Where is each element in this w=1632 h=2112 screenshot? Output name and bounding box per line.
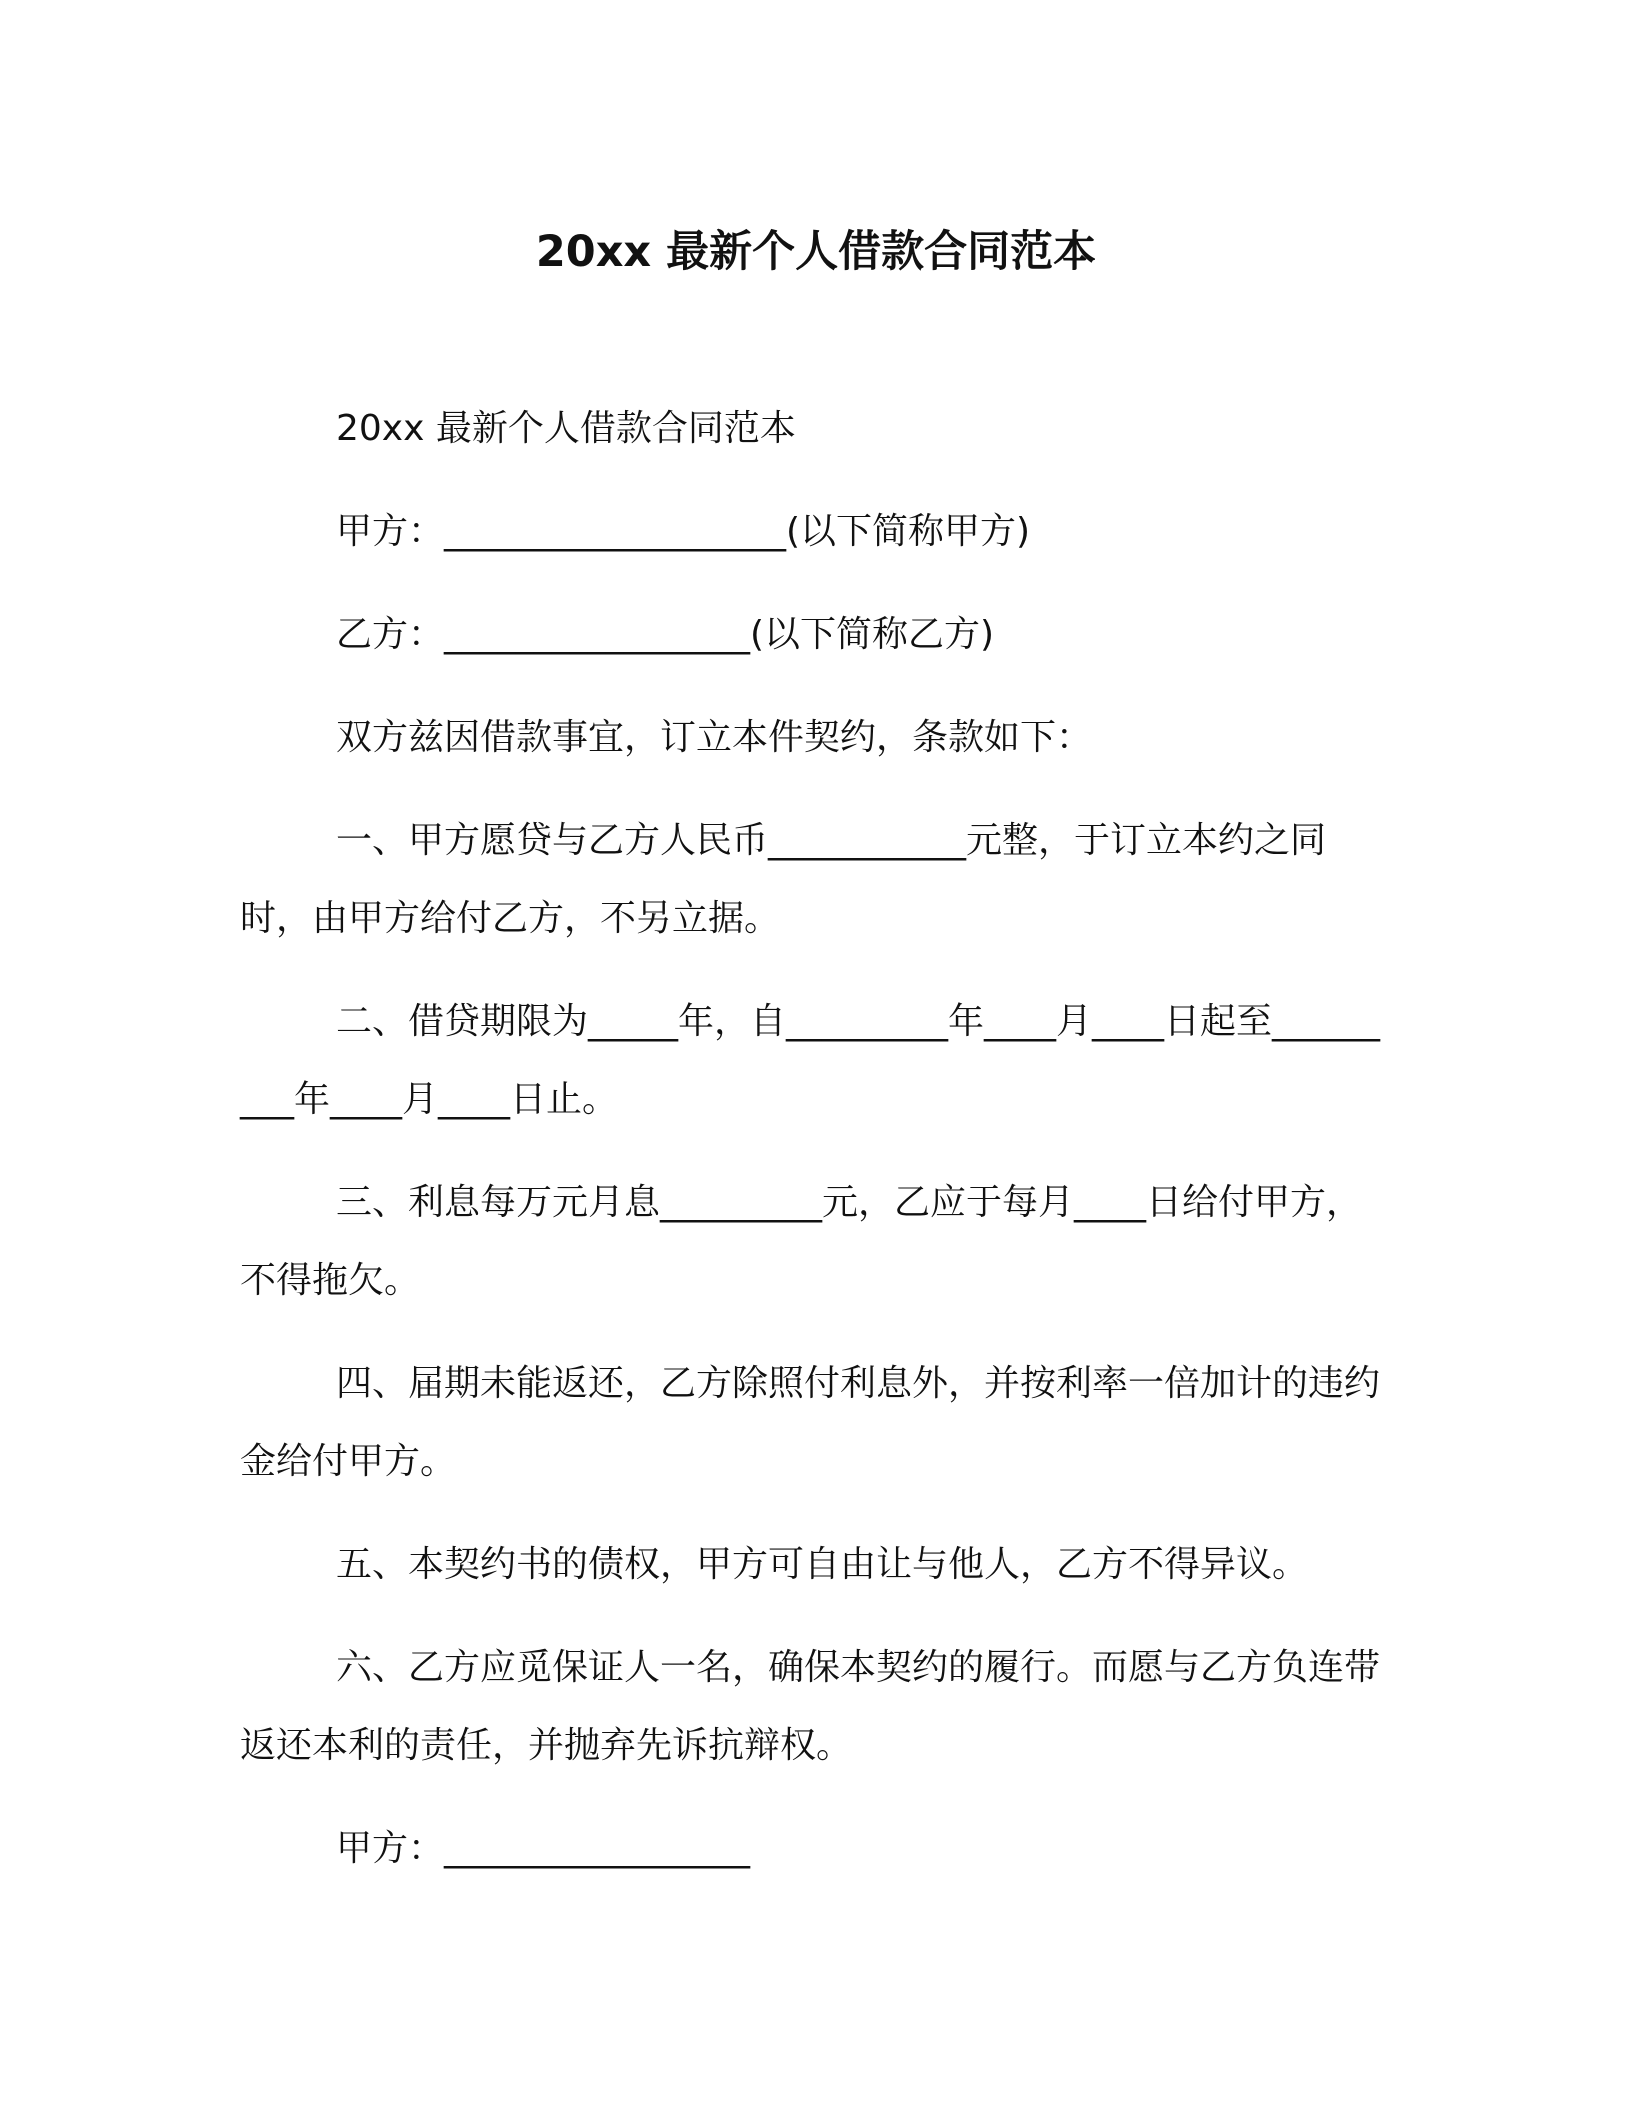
paragraph-clause-6: 六、乙方应觅保证人一名，确保本契约的履行。而愿与乙方负连带返还本利的责任，并抛弃先诉抗辩权。 [240,1647,1381,1766]
paragraph-clause-3: 三、利息每万元月息_________元，乙应于每月____日给付甲方，不得拖欠。 [240,1182,1363,1301]
paragraph-heading: 20xx 最新个人借款合同范本 [336,408,796,449]
document-body [240,390,1390,1913]
paragraph-signature-party-a: 甲方：_________________ [336,1828,751,1869]
paragraph-party-b: 乙方：_________________(以下简称乙方) [336,614,995,655]
paragraph-clause-5: 五、本契约书的债权，甲方可自由让与他人，乙方不得异议。 [336,1544,1309,1585]
paragraph-intro: 双方兹因借款事宜，订立本件契约，条款如下： [336,717,1093,758]
paragraph-clause-1: 一、甲方愿贷与乙方人民币___________元整，于订立本约之同时，由甲方给付乙方，不另立据。 [240,820,1327,939]
paragraph-clause-2: 二、借贷期限为_____年，自_________年____月____日起至_________年____月____日止。 [240,1001,1381,1120]
document-title: 20xx 最新个人借款合同范本 [535,227,1097,277]
paragraph-party-a: 甲方：___________________(以下简称甲方) [336,511,1031,552]
paragraph-clause-4: 四、届期未能返还，乙方除照付利息外，并按利率一倍加计的违约金给付甲方。 [240,1363,1381,1482]
